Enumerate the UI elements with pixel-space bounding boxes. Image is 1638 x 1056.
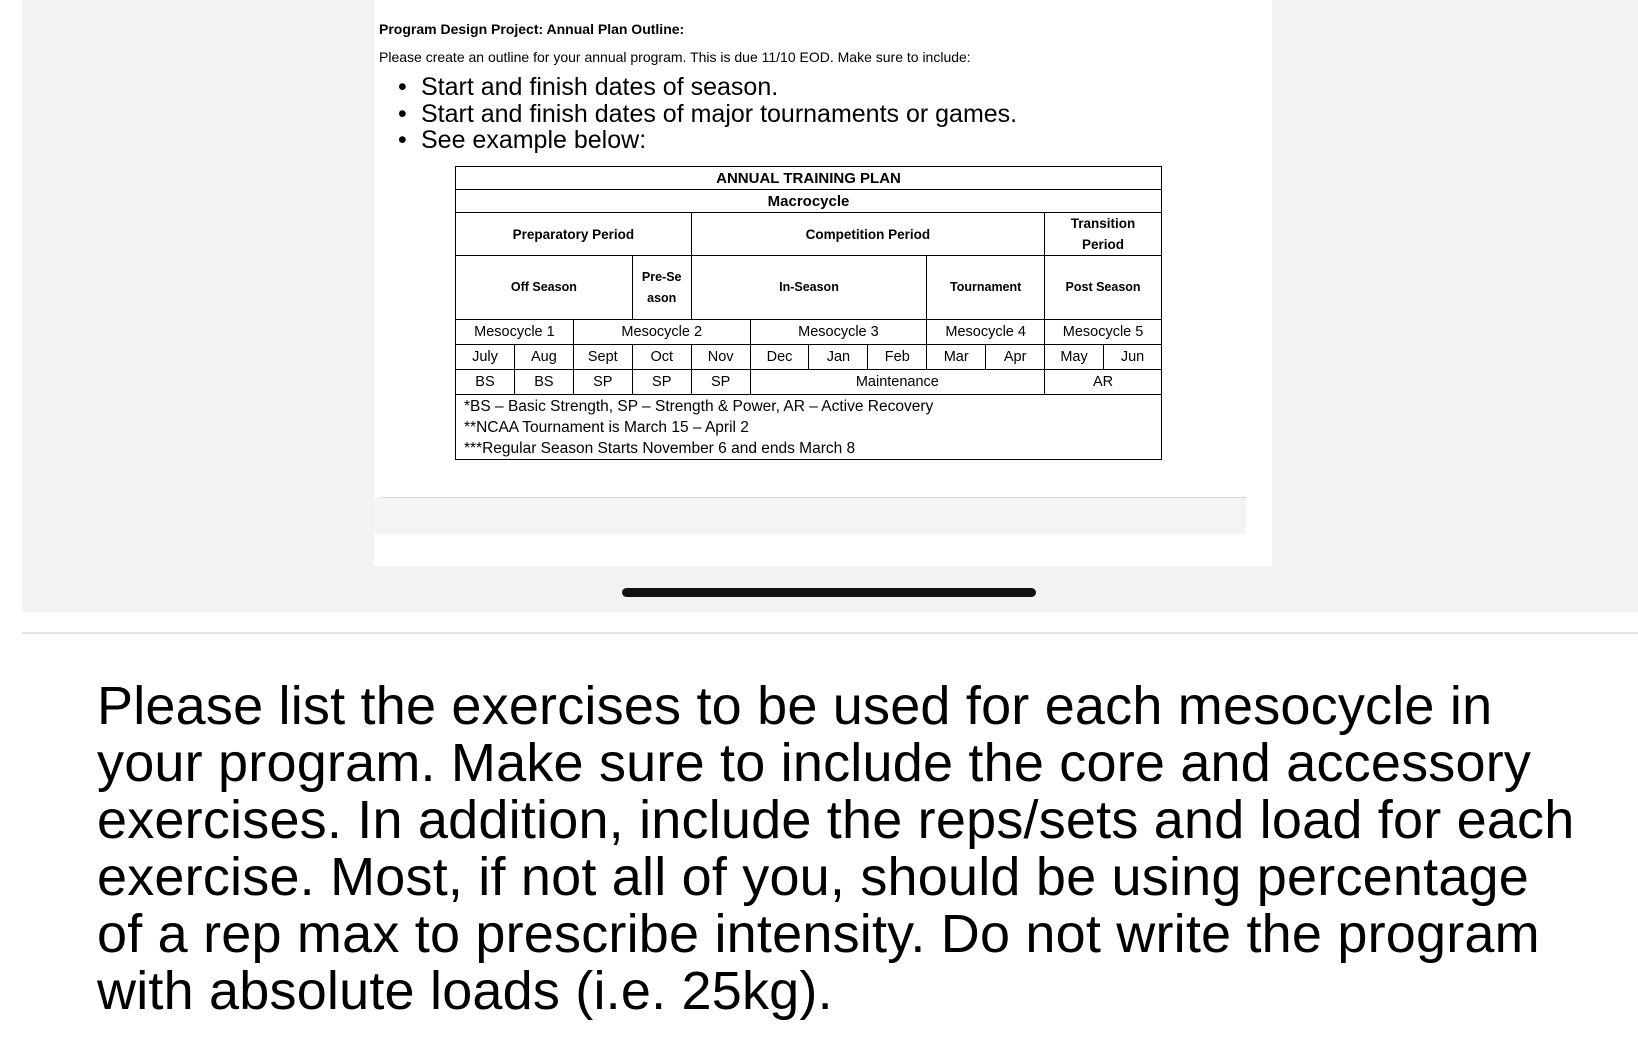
- month-cell: Oct: [632, 345, 691, 370]
- table-title: ANNUAL TRAINING PLAN: [456, 167, 1162, 190]
- mesocycle-2: Mesocycle 2: [573, 320, 750, 345]
- period-competition: Competition Period: [691, 213, 1044, 256]
- phase-maintenance: Maintenance: [750, 370, 1045, 395]
- season-post: Post Season: [1045, 256, 1162, 320]
- month-cell: Aug: [514, 345, 573, 370]
- season-off: Off Season: [456, 256, 633, 320]
- page-gap: [374, 498, 1246, 534]
- phase-cell: SP: [691, 370, 750, 395]
- period-transition-label: Transition Period: [1070, 216, 1136, 252]
- table-notes: [456, 395, 1162, 460]
- assignment-prompt: Please list the exercises to be used for each mesocycle in your program. Make sure to include the core and accessory exercises. In addition, include the reps/sets and load for each exercise. Most, if not all of you, should be using percentage of a rep max to prescribe intensity. Do not write the program with absolute loads (i.e. 25kg).: [97, 676, 1575, 1021]
- month-cell: July: [456, 345, 515, 370]
- phase-cell: SP: [573, 370, 632, 395]
- list-item: • Start and finish dates of season.: [398, 74, 1017, 101]
- note-line: ***Regular Season Starts November 6 and ends March 8: [464, 439, 856, 457]
- season-pre-label: Pre-Season: [641, 269, 682, 305]
- period-preparatory: Preparatory Period: [456, 213, 692, 256]
- macrocycle-header: Macrocycle: [456, 190, 1162, 213]
- period-transition: [1045, 213, 1162, 256]
- note-line: *BS – Basic Strength, SP – Strength & Power, AR – Active Recovery: [464, 397, 934, 415]
- month-cell: May: [1045, 345, 1104, 370]
- month-cell: Jan: [809, 345, 868, 370]
- month-cell: Mar: [927, 345, 986, 370]
- document-title: Program Design Project: Annual Plan Outline:: [379, 21, 685, 37]
- season-pre: [632, 256, 691, 320]
- phase-cell: BS: [456, 370, 515, 395]
- annual-training-plan-table: [455, 166, 1162, 460]
- requirements-list: [398, 74, 1017, 154]
- phase-active-recovery: AR: [1045, 370, 1162, 395]
- mesocycle-1: Mesocycle 1: [456, 320, 574, 345]
- month-cell: Nov: [691, 345, 750, 370]
- phase-cell: SP: [632, 370, 691, 395]
- month-cell: Apr: [986, 345, 1045, 370]
- month-cell: Jun: [1104, 345, 1162, 370]
- document-intro: Please create an outline for your annual program. This is due 11/10 EOD. Make sure to include:: [379, 49, 971, 65]
- mesocycle-4: Mesocycle 4: [927, 320, 1045, 345]
- mesocycle-5: Mesocycle 5: [1045, 320, 1162, 345]
- section-divider: [22, 632, 1638, 634]
- phase-cell: BS: [514, 370, 573, 395]
- season-in: In-Season: [691, 256, 927, 320]
- month-cell: Dec: [750, 345, 809, 370]
- month-cell: Feb: [868, 345, 927, 370]
- note-line: **NCAA Tournament is March 15 – April 2: [464, 418, 749, 436]
- home-indicator[interactable]: [622, 588, 1036, 597]
- mesocycle-3: Mesocycle 3: [750, 320, 927, 345]
- month-cell: Sept: [573, 345, 632, 370]
- list-item: • See example below:: [398, 127, 1017, 154]
- season-tournament: Tournament: [927, 256, 1045, 320]
- list-item: • Start and finish dates of major tournaments or games.: [398, 101, 1017, 128]
